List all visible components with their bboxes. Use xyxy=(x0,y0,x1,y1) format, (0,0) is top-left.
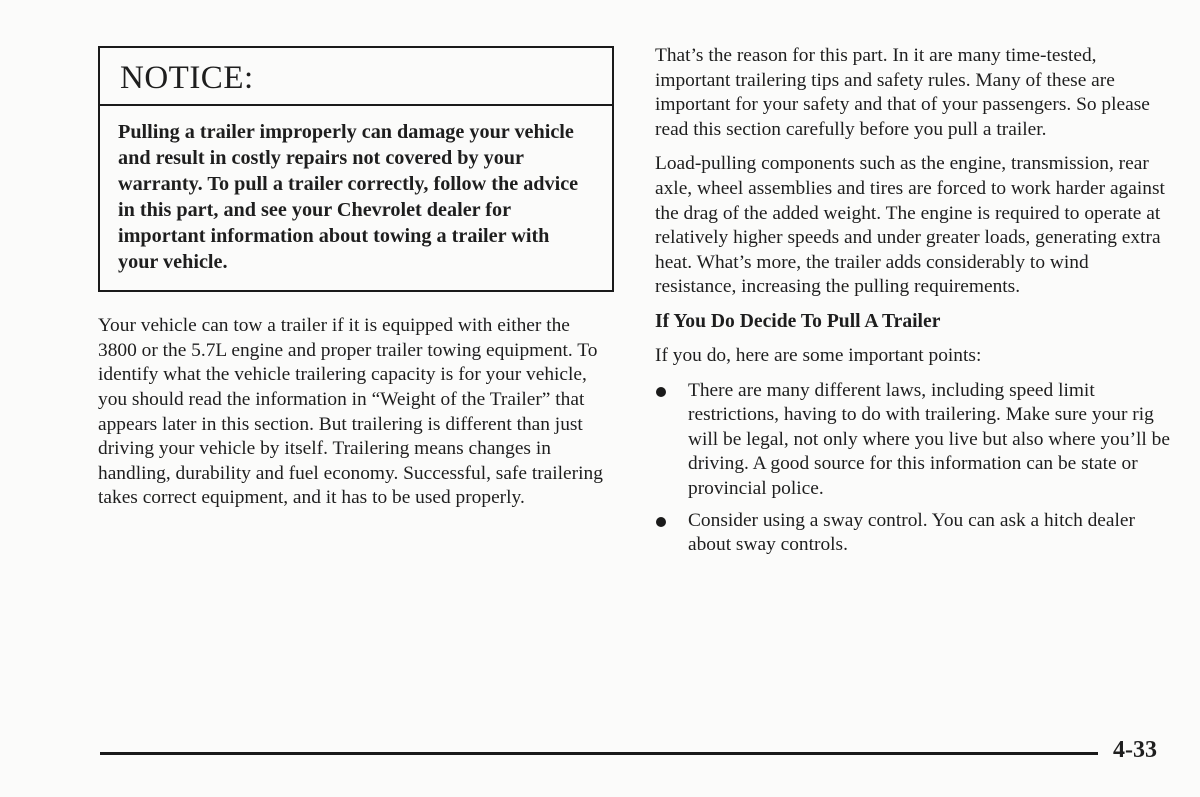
footer-rule xyxy=(100,752,1098,755)
list-item-text: There are many different laws, including speed limit restrictions, having to do with trailering. Make sure your rig will be legal, not only where you live but also where you’ll be driving. A good source for this information can be state or provincial police. xyxy=(688,379,1170,499)
right-column xyxy=(655,44,1170,565)
notice-body: Pulling a trailer improperly can damage your vehicle and result in costly repairs not covered by your warranty. To pull a trailer correctly, follow the advice in this part, and see your Chevrolet dealer for important information about towing a trailer with your vehicle. xyxy=(118,121,579,274)
points-intro: If you do, here are some important points: xyxy=(655,344,982,366)
list-item xyxy=(655,509,1170,558)
notice-title: NOTICE: xyxy=(100,48,612,106)
bullet-icon xyxy=(656,517,666,527)
load-pulling-paragraph: Load-pulling components such as the engine, transmission, rear axle, wheel assemblies and tires are forced to work harder against the drag of the added weight. The engine is required to operate at relatively higher speeds and under greater loads, generating extra heat. What’s more, the trailer adds considerably to wind resistance, increasing the pulling requirements. xyxy=(655,153,1165,298)
page-number: 4-33 xyxy=(1113,737,1157,763)
left-column xyxy=(98,46,618,511)
intro-paragraph: Your vehicle can tow a trailer if it is equipped with either the 3800 or the 5.7L engine and proper trailer towing equipment. To identify what the vehicle trailering capacity is for your vehicle, you should read the information in “Weight of the Trailer” that appears later in this section. But trailering is different than just driving your vehicle by itself. Trailering means changes in handling, durability and fuel economy. Successful, safe trailering takes correct equipment, and it has to be used properly. xyxy=(98,315,603,509)
section-heading: If You Do Decide To Pull A Trailer xyxy=(655,310,941,332)
bullet-icon xyxy=(656,387,666,397)
reason-paragraph: That’s the reason for this part. In it are many time-tested, important trailering tips and safety rules. Many of these are important for your safety and that of your passengers. So please read this section carefully before you pull a trailer. xyxy=(655,45,1150,140)
list-item xyxy=(655,379,1170,502)
points-list xyxy=(655,379,1170,558)
list-item-text: Consider using a sway control. You can ask a hitch dealer about sway controls. xyxy=(688,509,1135,556)
notice-box xyxy=(98,46,614,292)
